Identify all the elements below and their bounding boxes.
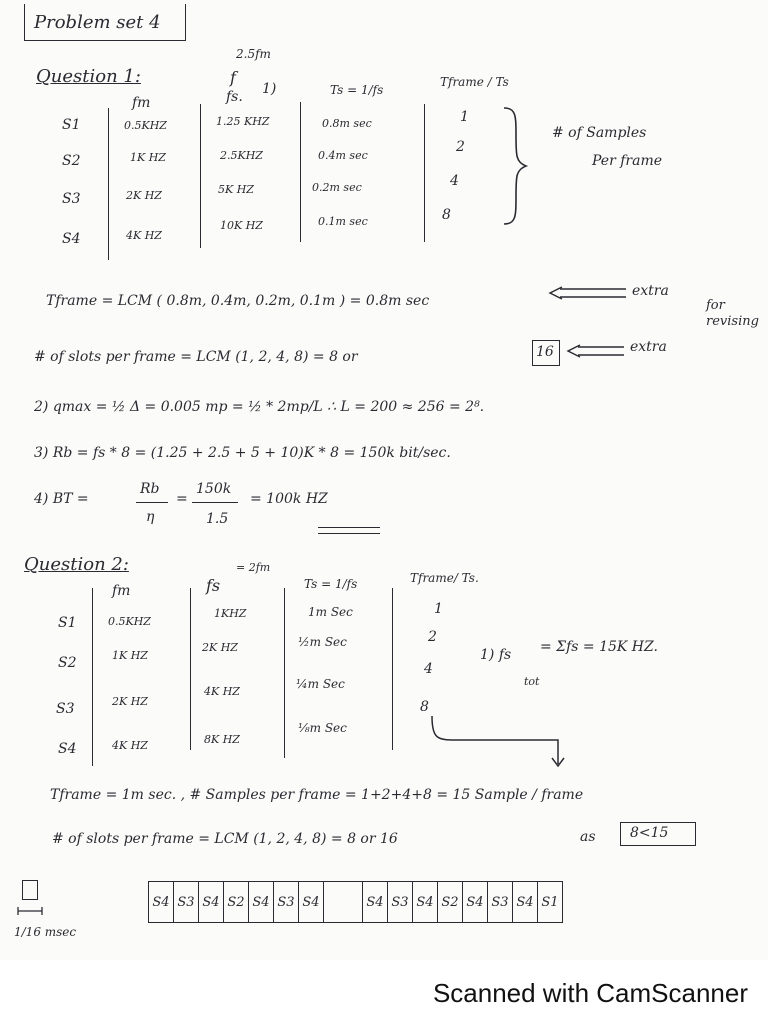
q1-row-s3: S3 <box>62 191 81 207</box>
q1-row-fs: 2.5KHZ <box>220 149 263 162</box>
scanner-footer <box>0 960 768 1024</box>
q1-bt-result: = 100k HZ <box>250 491 328 507</box>
q1-row-ts: 0.2m sec <box>312 181 362 194</box>
q2-col-divider <box>92 588 93 766</box>
q2-frame-line: Tframe = 1m sec. , # Samples per frame = 1+2+4+8 = 15 Sample / frame <box>50 787 584 803</box>
page-title: Problem set 4 <box>34 12 161 33</box>
down-arrow-icon <box>428 714 568 768</box>
q1-row-s1: S1 <box>62 117 81 133</box>
q1-extra-note: extra <box>630 339 667 355</box>
q2-row-ts: ½m Sec <box>298 635 347 649</box>
q1-row-s2: S2 <box>62 153 81 169</box>
double-underline <box>318 527 380 528</box>
q1-right-brace <box>500 106 530 226</box>
q1-extra-note: extra <box>632 283 669 299</box>
frame-slot: S3 <box>488 882 513 922</box>
frame-slot: S4 <box>249 882 274 922</box>
q2-row-fm: 2K HZ <box>112 695 148 708</box>
q2-part-1-result: = Σfs = 15K HZ. <box>540 639 658 655</box>
fraction-bar <box>192 502 238 503</box>
q2-row-fs: 4K HZ <box>204 685 240 698</box>
q2-row-fm: 0.5KHZ <box>108 615 151 628</box>
q1-revising-note: for revising <box>706 298 759 329</box>
q1-col-divider <box>108 108 109 260</box>
q2-row-fs: 1KHZ <box>214 607 247 620</box>
q2-as-label: as <box>580 829 596 845</box>
q2-part-1: 1) fs <box>480 647 512 663</box>
q2-row-ts: ⅛m Sec <box>298 721 347 735</box>
q1-bt-equals: = <box>176 491 188 507</box>
q2-row-fm: 1K HZ <box>112 649 148 662</box>
q1-row-s4: S4 <box>62 231 81 247</box>
q1-row-ratio: 1 <box>460 109 469 125</box>
q1-fs-formula: 2.5fm <box>236 47 271 61</box>
q1-tframe-equation: Tframe = LCM ( 0.8m, 0.4m, 0.2m, 0.1m ) = 0.8m sec <box>46 293 430 309</box>
q1-row-ts: 0.8m sec <box>322 117 372 130</box>
slot-scale-label: 1/16 msec <box>14 925 77 939</box>
q2-row-fs: 2K HZ <box>202 641 238 654</box>
q2-col-divider <box>190 588 191 750</box>
frame-slot: S3 <box>274 882 299 922</box>
frame-slot: S4 <box>513 882 538 922</box>
q1-bt-denominator: η <box>146 509 155 525</box>
double-underline <box>318 533 380 534</box>
q2-row-s1: S1 <box>58 615 77 631</box>
q1-row-ratio: 4 <box>450 173 459 189</box>
q1-bt-numerator: 150k <box>196 481 232 497</box>
q1-col-divider <box>300 102 301 242</box>
frame-slot: S2 <box>224 882 249 922</box>
q2-part-1-sub: tot <box>524 675 540 688</box>
q1-row-ratio: 2 <box>456 139 465 155</box>
q2-ts-header: Ts = 1/fs <box>304 577 358 591</box>
q1-col-divider <box>424 104 425 242</box>
q1-col-divider <box>200 104 201 248</box>
frame-slot: S2 <box>438 882 463 922</box>
frame-slot-sequence <box>148 881 563 923</box>
q1-row-fm: 1K HZ <box>130 151 166 164</box>
q1-row-fm: 0.5KHZ <box>124 119 167 132</box>
q2-row-ratio: 2 <box>428 629 437 645</box>
q1-slots-boxed-value: 16 <box>536 344 554 360</box>
q2-col-divider <box>284 588 285 758</box>
frame-slot: S3 <box>174 882 199 922</box>
frame-slot: S4 <box>413 882 438 922</box>
slot-legend-box <box>22 880 38 900</box>
q1-row-fs: 10K HZ <box>220 219 263 232</box>
q2-row-ratio: 4 <box>424 661 433 677</box>
q1-part-4: 4) BT = <box>34 491 89 507</box>
q1-brace-note: # of Samples <box>552 125 647 141</box>
q2-row-s2: S2 <box>58 655 77 671</box>
frame-slot: S4 <box>149 882 174 922</box>
q2-col-divider <box>392 588 393 750</box>
q2-row-ratio: 8 <box>420 699 429 715</box>
q1-brace-note: Per frame <box>592 153 662 169</box>
frame-slot: S3 <box>388 882 413 922</box>
q1-row-fm: 4K HZ <box>126 229 162 242</box>
q1-fm-header: fm <box>132 95 151 111</box>
q1-row-fs: 5K HZ <box>218 183 254 196</box>
question-2-heading: Question 2: <box>24 554 129 575</box>
q2-row-s4: S4 <box>58 741 77 757</box>
frame-slot: S1 <box>541 894 559 910</box>
q1-part-3: 3) Rb = fs * 8 = (1.25 + 2.5 + 5 + 10)K * 8 = 150k bit/sec. <box>34 445 451 461</box>
q1-row-ts: 0.4m sec <box>318 149 368 162</box>
frame-slot: S4 <box>363 882 388 922</box>
scanner-watermark: Scanned with CamScanner <box>432 978 748 1008</box>
left-arrow-icon <box>566 344 626 358</box>
q2-row-fs: 8K HZ <box>204 733 240 746</box>
q1-bt-denominator: 1.5 <box>206 511 229 527</box>
q2-row-ts: 1m Sec <box>308 605 353 619</box>
q1-part-1: 1) <box>262 81 277 97</box>
frame-slot: S4 <box>299 882 324 922</box>
q1-ts-header: Ts = 1/fs <box>330 83 384 97</box>
q2-ratio-header: Tframe/ Ts. <box>410 571 479 585</box>
question-1-heading: Question 1: <box>36 66 141 87</box>
q2-as-boxed-value: 8<15 <box>630 825 669 841</box>
q2-slots-line: # of slots per frame = LCM (1, 2, 4, 8) = 8 or 16 <box>52 831 398 847</box>
fraction-bar <box>136 502 168 503</box>
frame-slot-empty <box>324 882 363 922</box>
q2-row-ratio: 1 <box>434 601 443 617</box>
q2-row-s3: S3 <box>56 701 75 717</box>
q2-row-ts: ¼m Sec <box>296 677 345 691</box>
q1-fs-header: fs. <box>226 89 243 105</box>
q1-slots-equation: # of slots per frame = LCM (1, 2, 4, 8) = 8 or <box>34 349 358 365</box>
left-arrow-icon <box>548 286 628 300</box>
q1-bt-numerator: Rb <box>140 481 160 497</box>
q1-row-ts: 0.1m sec <box>318 215 368 228</box>
q1-ratio-header: Tframe / Ts <box>440 75 509 89</box>
q2-fs-formula: = 2fm <box>236 561 271 574</box>
double-arrow-icon <box>16 906 44 916</box>
q2-fm-header: fm <box>112 583 131 599</box>
frame-slot: S4 <box>199 882 224 922</box>
q1-f-label: f <box>230 68 236 87</box>
q1-part-2: 2) qmax = ½ Δ = 0.005 mp = ½ * 2mp/L ∴ L = 200 ≈ 256 = 2⁸. <box>34 399 485 415</box>
q1-row-fm: 2K HZ <box>126 189 162 202</box>
q2-row-fm: 4K HZ <box>112 739 148 752</box>
q1-row-fs: 1.25 KHZ <box>216 115 270 128</box>
q1-row-ratio: 8 <box>442 207 451 223</box>
q2-fs-header: fs <box>206 576 221 595</box>
frame-slot: S4 <box>463 882 488 922</box>
